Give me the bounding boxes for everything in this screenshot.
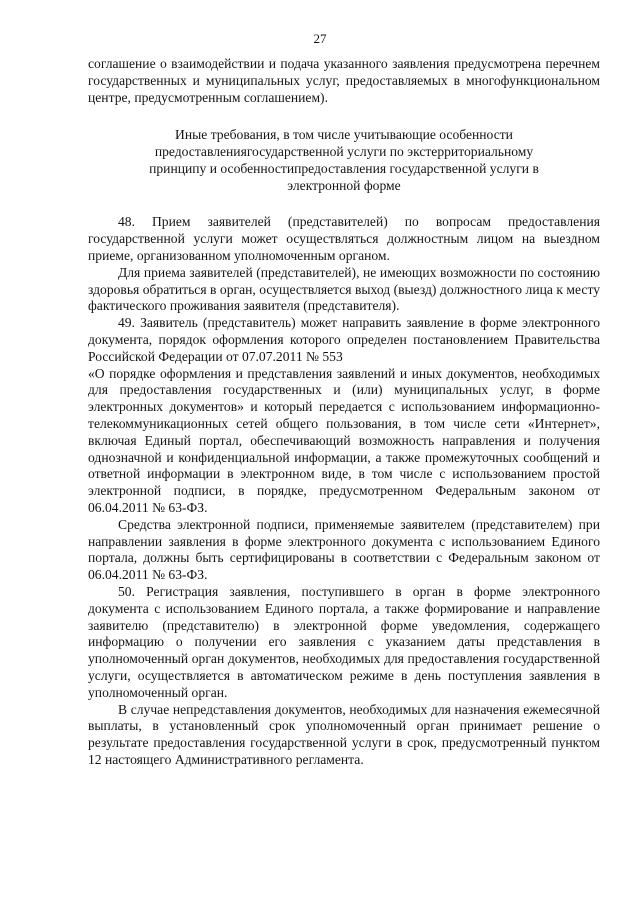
- document-body: [88, 56, 600, 769]
- page-number: 27: [313, 31, 327, 46]
- intro-paragraph: соглашение о взаимодействии и подача указанного заявления предусмотрена перечнем государственных и муниципальных услуг, предоставляемых в многофункциональном центре, предусмотренным соглашением).: [88, 56, 600, 105]
- paragraph-48-reception: Для приема заявителей (представителей), не имеющих возможности по состоянию здоровья обратиться в орган, осуществляется выход (выезд) должностного лица к месту фактического проживания заявителя (представителя).: [88, 264, 600, 314]
- paragraph-49: 49. Заявитель (представитель) может направить заявление в форме электронного документа, порядок оформления которого определен постановлением Правительства Российской Федерации от 07.07.2011 № 553: [88, 315, 600, 364]
- section-heading: Иные требования, в том числе учитывающие особенности предоставлениягосударственной услуги по экстерриториальному принципу и особенностипредоставления государственной услуги в электронной форме: [149, 127, 539, 194]
- spacer: [88, 194, 600, 214]
- paragraph-49-signature: Средства электронной подписи, применяемые заявителем (представителем) при направлении заявления в форме электронного документа с использованием Единого портала, должны быть сертифицированы в соответствии с Федеральным законом от 06.04.2011 № 63-ФЗ.: [88, 516, 600, 583]
- spacer: [88, 106, 600, 126]
- paragraph-50: 50. Регистрация заявления, поступившего в орган в форме электронного документа с использованием Единого портала, а также формирование и направление заявителю (представителю) в электронной форме уведомления, содержащего информацию о получении его заявления с указанием даты представления в уполномоченный орган документов, необходимых для предоставления государственной услуги, осуществляется в автоматическом режиме в день поступления заявления в уполномоченный орган.: [88, 583, 600, 700]
- paragraph-48: 48. Прием заявителей (представителей) по вопросам предоставления государственной услуги может осуществляться должностным лицом на выездном приеме, организованном уполномоченным органом.: [88, 214, 600, 263]
- paragraph-49-continuation: «О порядке оформления и представления заявлений и иных документов, необходимых для предоставления государственных и (или) муниципальных услуг, в форме электронных документов» и который передается с использованием информационно-телекоммуникационных сетей общего пользования, в том числе сети «Интернет», включая Единый портал, обеспечивающий возможность направления и получения однозначной и конфиденциальной информации, а также промежуточных сообщений и ответной информации в электронном виде, в том числе с использованием простой электронной подписи, в порядке, предусмотренном Федеральным законом от 06.04.2011 № 63-ФЗ.: [88, 365, 600, 515]
- paragraph-50-nonsubmission: В случае непредставления документов, необходимых для назначения ежемесячной выплаты, в установленный срок уполномоченный орган принимает решение о результате предоставления государственной услуги в срок, предусмотренный пунктом 12 настоящего Административного регламента.: [88, 701, 600, 767]
